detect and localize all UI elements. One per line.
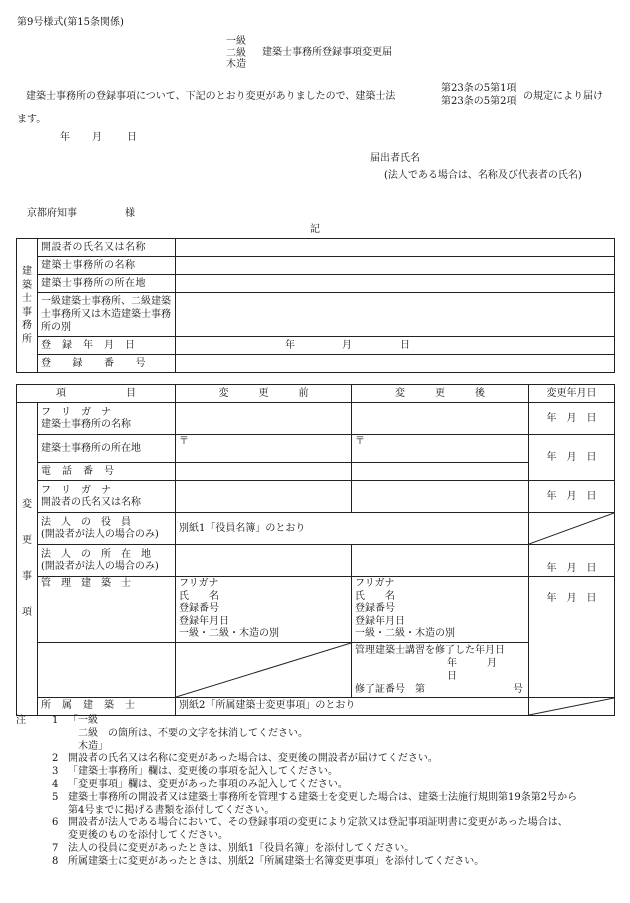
- intro-text-1: 建築士事務所の登録事項について、下記のとおり変更がありましたので、建築士法: [26, 91, 396, 102]
- note-text: 木造」: [68, 740, 108, 752]
- office-name-before[interactable]: [176, 403, 352, 435]
- note-text: 建築士事務所の開設者又は建築士事務所を管理する建築士を変更した場合は、建築士法施行規則第19条第2号から: [68, 791, 578, 803]
- header-item: 項 目: [17, 385, 176, 403]
- founder-date[interactable]: 年 月 日: [529, 481, 615, 513]
- grade-1: 一級: [226, 36, 246, 47]
- affiliated-value: 別紙2「所属建築士変更事項」のとおり: [176, 697, 529, 715]
- change-table: [16, 384, 615, 716]
- affiliated-label: 所 属 建 築 士: [38, 697, 176, 715]
- ki-label: 記: [310, 224, 320, 235]
- manager-after[interactable]: フリガナ 氏 名 登録番号 登録年月日 一級・二級・木造の別: [352, 577, 529, 643]
- office-row-label: 一級建築士事務所、二級建築士事務所又は木造建築士事務所の別: [38, 293, 176, 337]
- date-day: 日: [127, 132, 137, 143]
- note-text: 法人の役員に変更があったときは、別紙1「役員名簿」を添付してください。: [68, 842, 415, 854]
- corp-address-before[interactable]: [176, 545, 352, 577]
- grade-2: 二級: [226, 47, 246, 59]
- office-address-date[interactable]: 年 月 日: [529, 435, 615, 481]
- intro-text-2: の規定により届け: [523, 91, 603, 102]
- document-title: 建築士事務所登録事項変更届: [262, 47, 392, 58]
- note-text: 二級 の箇所は、不要の文字を抹消してください。: [68, 727, 308, 739]
- form-number: 第9号様式(第15条関係): [17, 17, 124, 28]
- phone-before[interactable]: [176, 463, 352, 481]
- manager-before-crossed: [176, 642, 352, 697]
- note-text: 第4号までに掲げる書類を添付してください。: [68, 804, 275, 816]
- office-name-label: フ リ ガ ナ 建築士事務所の名称: [38, 403, 176, 435]
- addressee: 京都府知事: [27, 208, 77, 219]
- manager-date[interactable]: 年 月 日: [529, 577, 615, 698]
- phone-label: 電 話 番 号: [38, 463, 176, 481]
- registration-date-input[interactable]: 年 月 日: [176, 337, 615, 355]
- office-row-input[interactable]: [176, 293, 615, 337]
- manager-before[interactable]: フリガナ 氏 名 登録番号 登録年月日 一級・二級・木造の別: [176, 577, 352, 643]
- applicant-note: (法人である場合は、名称及び代表者の氏名): [384, 170, 582, 181]
- office-address-before[interactable]: [176, 435, 352, 463]
- note-text: 開設者の氏名又は名称に変更があった場合は、変更後の開設者が届けてください。: [68, 753, 438, 765]
- note-text: 所属建築士に変更があったときは、別紙2「所属建築士名簿変更事項」を添付してください。: [68, 855, 485, 867]
- applicant-label: 届出者氏名: [370, 153, 420, 164]
- note-text: 変更後のものを添付してください。: [68, 830, 228, 842]
- header-before: 変 更 前: [176, 385, 352, 403]
- phone-after[interactable]: [352, 463, 529, 481]
- office-row-input[interactable]: [176, 355, 615, 373]
- office-side-label: 建 築 士 事 務 所: [17, 239, 38, 373]
- intro-text-3: ます。: [17, 114, 47, 125]
- manager-spacer: [38, 642, 176, 697]
- postal-mark: 〒: [179, 436, 189, 447]
- note-text: 「建築士事務所」欄は、変更後の事項を記入してください。: [68, 766, 338, 778]
- office-name-date[interactable]: 年 月 日: [529, 403, 615, 435]
- office-row-label: 建築士事務所の所在地: [38, 275, 176, 293]
- notes-label: 注: [16, 715, 26, 726]
- office-row-label: 登 録 番 号: [38, 355, 176, 373]
- founder-before[interactable]: [176, 481, 352, 513]
- article-1: 第23条の5第1項: [441, 83, 517, 94]
- notes-section: 注 1 「一級 二級 の箇所は、不要の文字を抹消してください。 木造」 2 開設者の氏名又は名称に変更があった場合は、変更後の開設者が届けてください。 3 「建築士事務所」欄は、変更後の事項を記入してください。 4 「変更事項」欄は、変更があった事項のみ記入してください。 5 建築士事務所の開設者又は建築士事務所を管理する建築士を変更した場合は、建築士法施行規則第19条第2号から 第4号までに掲げる書類を添付してください。 6 開設者が法人である場合において、その登録事項の変更により定款又は登記事項証明書に変更があった場合は、 変更後のものを添付してください。 7 法人の役員に変更があったときは、別紙1「役員名簿」を添付してください。 8 所属建築士に変更があったときは、別紙2「所属建築士名簿変更事項」を添付してください。: [16, 715, 578, 867]
- officers-label: 法 人 の 役 員 (開設者が法人の場合のみ): [38, 513, 176, 545]
- manager-label: 管 理 建 築 士: [38, 577, 176, 643]
- grade-3: 木造: [226, 59, 246, 70]
- office-row-label: 建築士事務所の名称: [38, 257, 176, 275]
- header-change-date: 変更年月日: [529, 385, 615, 403]
- officers-value: 別紙1「役員名簿」のとおり: [176, 513, 529, 545]
- office-table: [16, 238, 615, 373]
- office-row-label: 開設者の氏名又は名称: [38, 239, 176, 257]
- office-row-input[interactable]: [176, 239, 615, 257]
- office-address-after[interactable]: [352, 435, 529, 463]
- grade-options: [226, 36, 246, 71]
- office-row-label: 登 録 年 月 日: [38, 337, 176, 355]
- founder-label: フ リ ガ ナ 開設者の氏名又は名称: [38, 481, 176, 513]
- office-row-input[interactable]: [176, 257, 615, 275]
- postal-mark: 〒: [355, 436, 365, 447]
- corp-address-date[interactable]: 年 月 日: [529, 545, 615, 577]
- manager-course[interactable]: 管理建築士講習を修了した年月日 年 月 日 修了証番号 第 号: [352, 642, 529, 697]
- corp-address-after[interactable]: [352, 545, 529, 577]
- header-after: 変 更 後: [352, 385, 529, 403]
- affiliated-date-crossed: [529, 697, 615, 715]
- office-name-after[interactable]: [352, 403, 529, 435]
- office-address-label: 建築士事務所の所在地: [38, 435, 176, 463]
- article-2: 第23条の5第2項: [441, 95, 517, 107]
- corp-address-label: 法 人 の 所 在 地 (開設者が法人の場合のみ): [38, 545, 176, 577]
- note-text: 「変更事項」欄は、変更があった事項のみ記入してください。: [68, 778, 348, 790]
- article-options: [441, 83, 516, 108]
- founder-after[interactable]: [352, 481, 529, 513]
- honorific: 様: [125, 208, 135, 219]
- date-month: 月: [92, 132, 102, 143]
- change-side-label: 変 更 事 項: [17, 403, 38, 716]
- note-text: 開設者が法人である場合において、その登録事項の変更により定款又は登記事項証明書に変更があった場合は、: [68, 817, 568, 829]
- officers-date-crossed: [529, 513, 615, 545]
- office-row-input[interactable]: [176, 275, 615, 293]
- note-text: 「一級: [68, 715, 98, 726]
- date-year: 年: [60, 132, 70, 143]
